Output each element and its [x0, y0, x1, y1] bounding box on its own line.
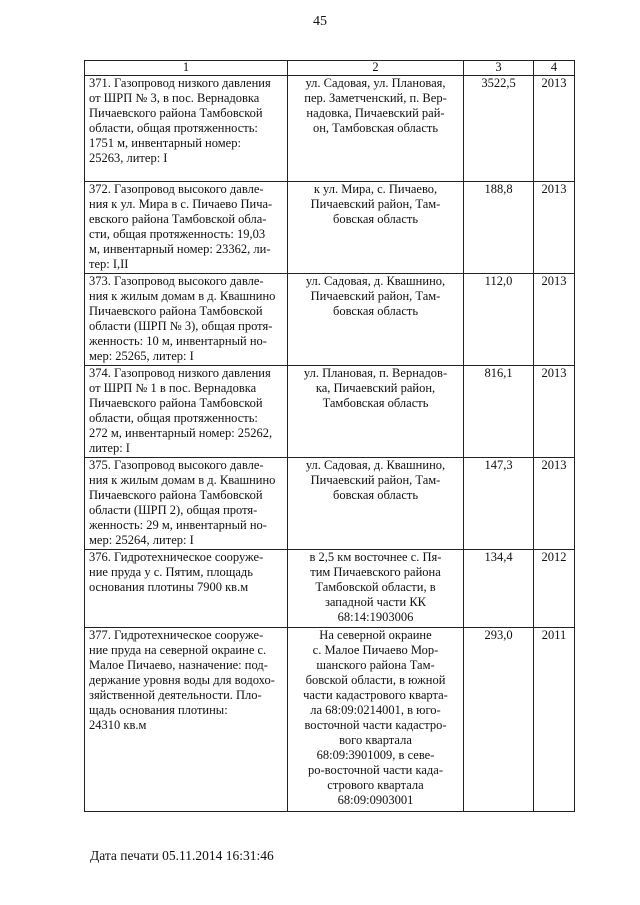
table-row: [85, 628, 575, 812]
address-text: ул. Плановая, п. Вернадов- ка, Пичаевский район, Тамбовская область: [303, 366, 448, 410]
row-year: 2011: [534, 628, 575, 812]
address-text: На северной окраине с. Малое Пичаево Мор- шанского района Там- бовской области, в южной части кадастрового кварта- ла 68:09:0214001, в юго- восточной части кадастро- вого квартала 68:09:3901009, в севе- ро-восточной части када- стрового квартала 68:09:0903001: [303, 628, 448, 807]
table-row: [85, 274, 575, 366]
description-text: 371. Газопровод низкого давления от ШРП № 3, в пос. Вернадовка Пичаевского района Тамбовской области, общая протяженность: 1751 м, инвентарный номер: 25263, литер: I: [89, 76, 271, 165]
row-description: [85, 628, 288, 812]
row-year: 2012: [534, 550, 575, 628]
address-text: к ул. Мира, с. Пичаево, Пичаевский район, Там- бовская область: [310, 182, 441, 226]
row-address: [288, 182, 464, 274]
row-year: 2013: [534, 76, 575, 182]
address-text: ул. Садовая, д. Квашнино, Пичаевский район, Там- бовская область: [305, 458, 446, 502]
row-year: 2013: [534, 182, 575, 274]
description-text: 377. Гидротехническое сооруже- ние пруда на северной окраине с. Малое Пичаево, назначение: под- держание уровня воды для водохо- зяйственной деятельности. Пло- щадь основания плотины: 24310 кв.м: [89, 628, 275, 732]
row-year: 2013: [534, 458, 575, 550]
row-value: 147,3: [464, 458, 534, 550]
row-value: 134,4: [464, 550, 534, 628]
row-value: 112,0: [464, 274, 534, 366]
row-address: [288, 366, 464, 458]
header-col-2: 2: [288, 61, 464, 76]
row-address: [288, 628, 464, 812]
registry-table: [84, 60, 575, 812]
description-text: 374. Газопровод низкого давления от ШРП № 1 в пос. Вернадовка Пичаевского района Тамбовской области, общая протяженность: 272 м, инвентарный номер: 25262, литер: I: [89, 366, 273, 455]
row-description: [85, 182, 288, 274]
row-address: [288, 76, 464, 182]
table-row: [85, 550, 575, 628]
row-description: [85, 458, 288, 550]
table-row: [85, 366, 575, 458]
table-body: [85, 76, 575, 812]
print-date: Дата печати 05.11.2014 16:31:46: [90, 848, 274, 863]
header-col-1: 1: [85, 61, 288, 76]
table-header: [85, 61, 575, 76]
row-address: [288, 458, 464, 550]
table-row: [85, 182, 575, 274]
table-row: [85, 76, 575, 182]
description-text: 373. Газопровод высокого давле- ния к жилым домам в д. Квашнино Пичаевского района Тамбовской области (ШРП № 3), общая протя- женность: 10 м, инвентарный но- мер: 25265, литер: I: [89, 274, 276, 363]
address-text: ул. Садовая, д. Квашнино, Пичаевский район, Там- бовская область: [305, 274, 446, 318]
address-text: в 2,5 км восточнее с. Пя- тим Пичаевского района Тамбовской области, в западной части КК 68:14:1903006: [309, 550, 442, 624]
row-value: 293,0: [464, 628, 534, 812]
row-address: [288, 274, 464, 366]
row-description: [85, 76, 288, 182]
row-value: 3522,5: [464, 76, 534, 182]
row-year: 2013: [534, 366, 575, 458]
row-address: [288, 550, 464, 628]
page-number: 45: [313, 14, 327, 29]
row-value: 188,8: [464, 182, 534, 274]
header-col-4: 4: [534, 61, 575, 76]
row-value: 816,1: [464, 366, 534, 458]
row-description: [85, 274, 288, 366]
row-description: [85, 366, 288, 458]
row-year: 2013: [534, 274, 575, 366]
description-text: 376. Гидротехническое сооруже- ние пруда у с. Пятим, площадь основания плотины 7900 кв.м: [89, 550, 264, 594]
header-col-3: 3: [464, 61, 534, 76]
row-description: [85, 550, 288, 628]
address-text: ул. Садовая, ул. Плановая, пер. Заметченский, п. Вер- надовка, Пичаевский рай- он, Тамбовская область: [304, 76, 447, 135]
description-text: 372. Газопровод высокого давле- ния к ул. Мира в с. Пичаево Пича- евского района Тамбовской обла- сти, общая протяженность: 19,03 м, инвентарный номер: 23362, ли- тер: I,II: [89, 182, 273, 271]
table-row: [85, 458, 575, 550]
description-text: 375. Газопровод высокого давле- ния к жилым домам в д. Квашнино Пичаевского района Тамбовской области (ШРП 2), общая протя- женность: 29 м, инвентарный но- мер: 25264, литер: I: [89, 458, 276, 547]
header-row: [85, 61, 575, 76]
